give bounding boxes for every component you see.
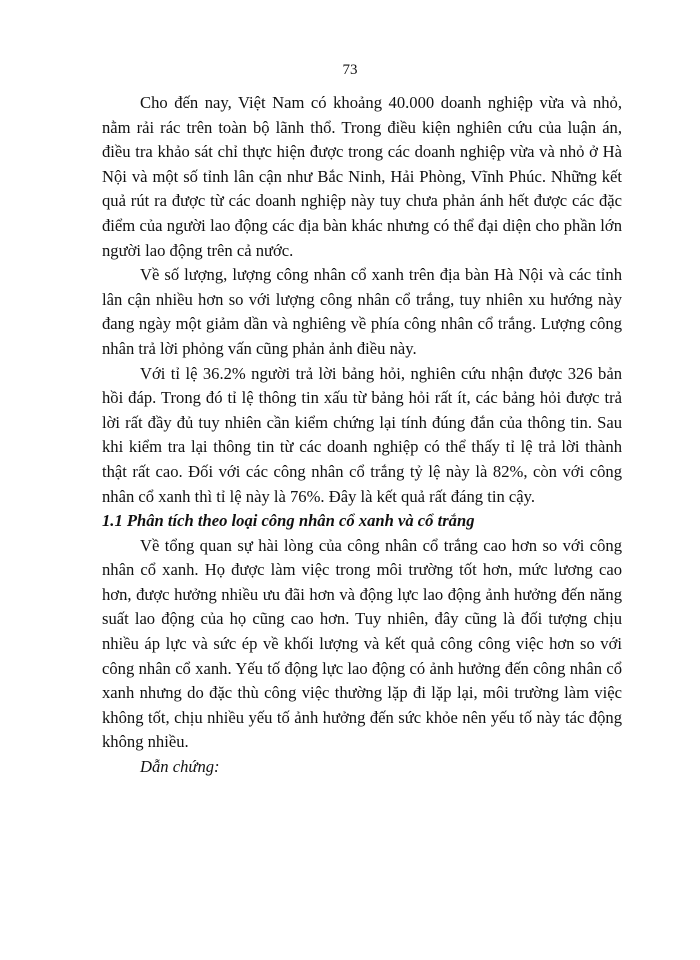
- evidence-label: Dẫn chứng:: [140, 757, 220, 777]
- section-heading: 1.1 Phân tích theo loại công nhân cổ xanh và cổ trắng: [102, 511, 475, 531]
- page-number: 73: [342, 62, 358, 78]
- paragraph-worker-quantity: Về số lượng, lượng công nhân cổ xanh trên địa bàn Hà Nội và các tỉnh lân cận nhiều hơn so với lượng công nhân cổ trắng, tuy nhiên xu hướng này đang ngày một giảm dần và nghiêng về phía công nhân cổ trắng. Lượng công nhân trả lời phỏng vấn cũng phản ảnh điều này.: [102, 265, 622, 358]
- paragraph-satisfaction-overview: Về tổng quan sự hài lòng của công nhân cổ trắng cao hơn so với công nhân cổ xanh. Họ được làm việc trong môi trường tốt hơn, mức lương cao hơn, được hưởng nhiều ưu đãi hơn và động lực lao động ảnh hưởng đến năng suất lao động của họ cũng cao hơn. Tuy nhiên, đây cũng là đối tượng chịu nhiều áp lực và sức ép về khối lượng và kết quả công công việc hơn so với công nhân cổ xanh. Yếu tố động lực lao động có ảnh hưởng đến công nhân cổ xanh nhưng do đặc thù công việc thường lặp đi lặp lại, môi trường làm việc không tốt, chịu nhiều yếu tố ảnh hưởng đến sức khỏe nên yếu tố này tác động không nhiều.: [102, 535, 622, 752]
- page-content: [102, 91, 622, 780]
- paragraph-enterprise-count: Cho đến nay, Việt Nam có khoảng 40.000 doanh nghiệp vừa và nhỏ, nằm rải rác trên toàn bộ lãnh thổ. Trong điều kiện nghiên cứu của luận án, điều tra khảo sát chỉ thực hiện được trong các doanh nghiệp vừa và nhỏ ở Hà Nội và một số tỉnh lân cận như Bắc Ninh, Hải Phòng, Vĩnh Phúc. Những kết quả rút ra được từ các doanh nghiệp này tuy chưa phản ánh hết được các đặc điểm của người lao động các địa bàn khác nhưng có thể đại diện cho phần lớn người lao động trên cả nước.: [102, 93, 622, 260]
- paragraph-response-rate: Với tỉ lệ 36.2% người trả lời bảng hỏi, nghiên cứu nhận được 326 bản hồi đáp. Trong đó tỉ lệ thông tin xấu từ bảng hỏi rất ít, các bảng hỏi được trả lời rất đầy đủ tuy nhiên cần kiểm chứng lại tính đúng đắn của thông tin. Sau khi kiểm tra lại thông tin từ các doanh nghiệp có thể thấy tỉ lệ trả lời thành thật rất cao. Đối với các công nhân cổ trắng tỷ lệ này là 82%, còn với công nhân cổ xanh thì tỉ lệ này là 76%. Đây là kết quả rất đáng tin cậy.: [102, 363, 622, 506]
